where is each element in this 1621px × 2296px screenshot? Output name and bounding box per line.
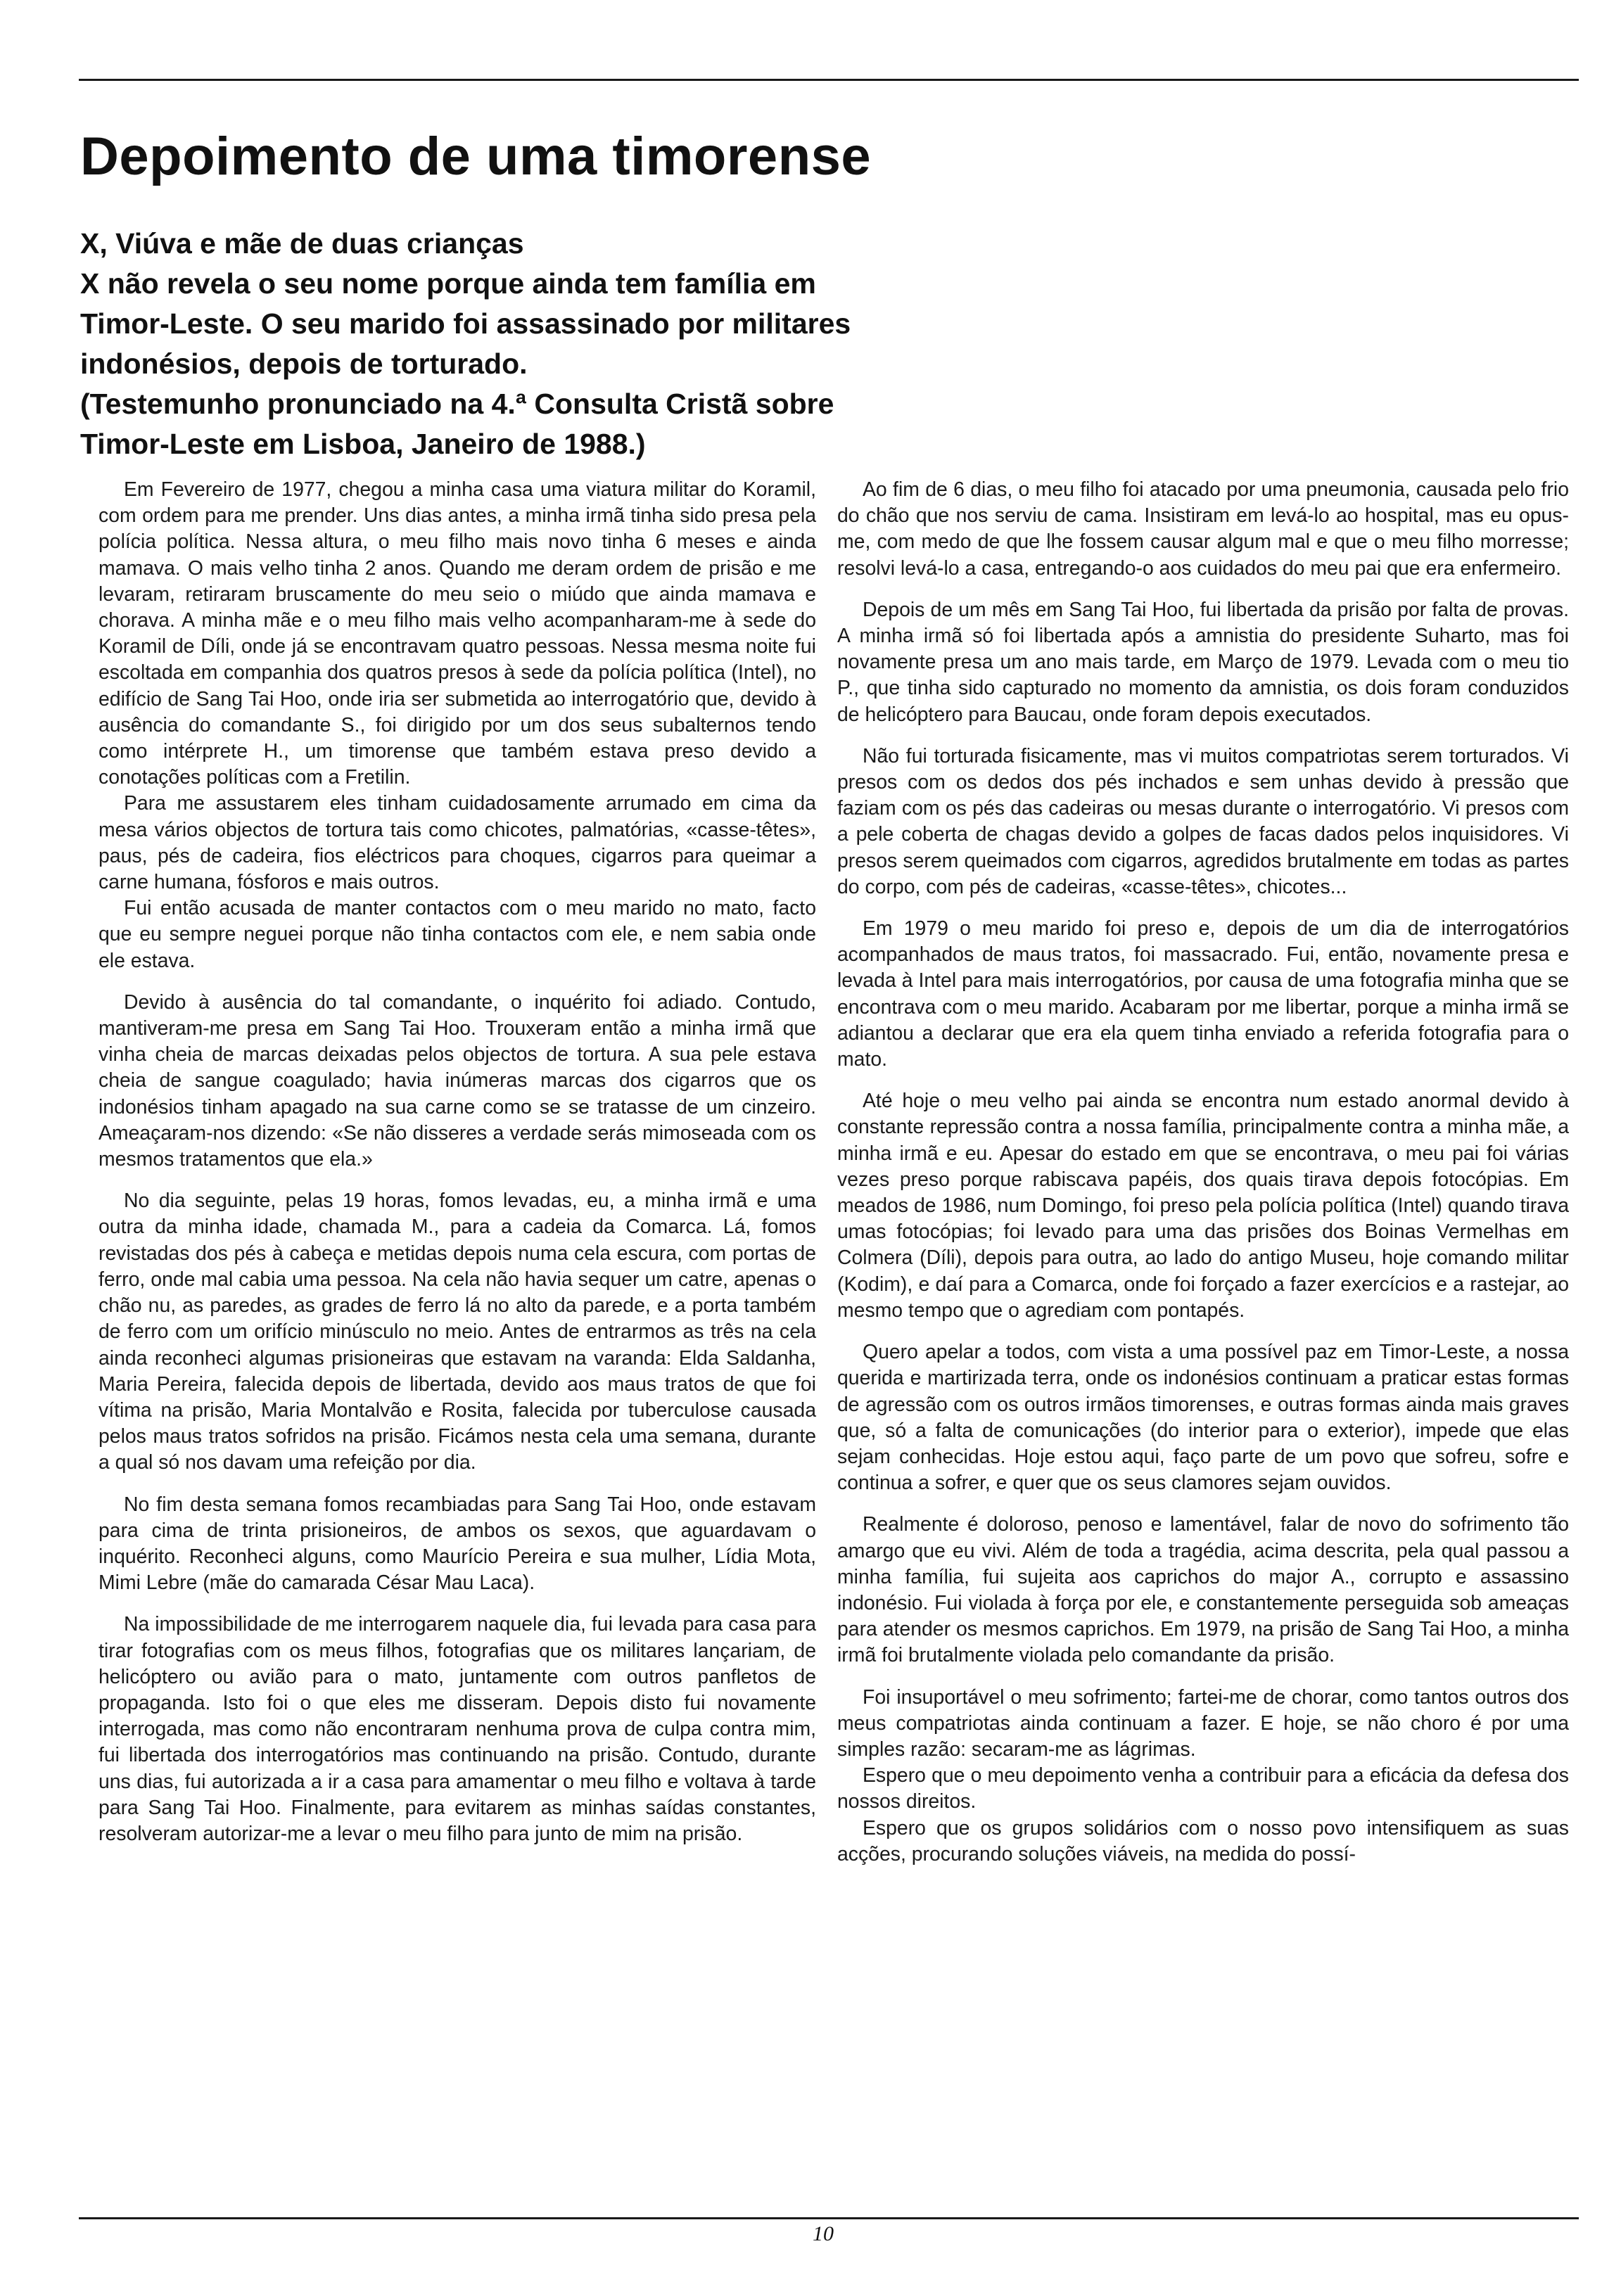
paragraph: No dia seguinte, pelas 19 horas, fomos levadas, eu, a minha irmã e uma outra da minha idade, chamada M., para a cadeia da Comarca. Lá, fomos revistadas dos pés à cabeça e metidas depois numa cela escura, com portas de ferro, onde mal cabia uma pessoa. Na cela não havia sequer um catre, apenas o chão nu, as paredes, as grades de ferro lá no alto da parede, e a porta também de ferro com um orifício minúsculo no meio. Antes de entrarmos as três na cela ainda reconheci algumas prisioneiras que estavam na varanda: Elda Saldanha, Maria Pereira, falecida depois de libertada, devido aos maus tratos de que foi vítima na prisão, Maria Montalvão e Rosita, falecida por tuberculose causada pelos maus tratos sofridos na prisão. Ficámos nesta cela uma semana, durante a qual só nos davam uma refeição por dia. — [98, 1190, 816, 1474]
paragraph: Até hoje o meu velho pai ainda se encontra num estado anormal devido à constante repressão contra a nossa família, principalmente contra a minha mãe, a minha irmã e eu. Apesar do estado em que se encontrava, o meu pai foi várias vezes preso porque rabiscava papéis, dos quais tirava depois fotocópias. Em meados de 1986, num Domingo, foi preso pela polícia política (Intel) quando tirava umas fotocópias; foi levado para uma das prisões dos Boinas Vermelhas em Colmera (Díli), depois para outra, ao lado do antigo Museu, hoje comando militar (Kodim), e daí para a Comarca, onde foi forçado a fazer exercícios e a rastejar, ao mesmo tempo que o agrediam com pontapés. — [837, 1090, 1569, 1322]
paragraph: Foi insuportável o meu sofrimento; fartei-me de chorar, como tantos outros dos meus compatriotas ainda continuam a fazer. E hoje, se não choro é por uma simples razão: secaram-me as lágrimas. — [837, 1685, 1569, 1761]
subtitle-line: indonésios, depois de torturado. — [80, 347, 528, 380]
right-column — [837, 477, 1569, 1868]
subtitle-line: (Testemunho pronunciado na 4.ª Consulta Cristã sobre — [80, 388, 834, 420]
paragraph: Quero apelar a todos, com vista a uma possível paz em Timor-Leste, a nossa querida e martirizada terra, onde os indonésios continuam a praticar estas formas de agressão com os outros irmãos timorenses, e outras formas ainda mais graves que, só a falta de comunicações (do interior para o exterior), impede que elas sejam conhecidas. Hoje estou aqui, faço parte de um povo que sofreu, sofre e continua a sofrer, e quer que os seus clamores sejam ouvidos. — [837, 1341, 1569, 1495]
bottom-rule — [79, 2217, 1579, 2219]
paragraph: Na impossibilidade de me interrogarem naquele dia, fui levada para casa para tirar fotografias com os meus filhos, fotografias que os militares lançariam, de helicóptero ou avião para o mato, juntamente com outros panfletos de propaganda. Isto foi o que eles me disseram. Depois disto fui novamente interrogada, mas como não encontraram nenhuma prova de culpa contra mim, fui libertada dos interrogatórios mas continuando na prisão. Contudo, durante uns dias, fui autorizada a ir a casa para amamentar o meu filho e voltava à tarde para Sang Tai Hoo. Finalmente, para evitarem as minhas saídas constantes, resolveram autorizar-me a levar o meu filho para junto de mim na prisão. — [98, 1613, 816, 1845]
paragraph: Em 1979 o meu marido foi preso e, depois de um dia de interrogatórios acompanhados de maus tratos, foi massacrado. Fui, então, novamente presa e levada à Intel para mais interrogatórios, por causa de uma fotografia minha que se encontrava com o meu marido. Acabaram por me libertar, porque a minha irmã se adiantou a declarar que era ela quem tinha enviado a referida fotografia para o mato. — [837, 917, 1569, 1071]
top-rule — [79, 79, 1579, 81]
subtitle-line: Timor-Leste em Lisboa, Janeiro de 1988.) — [80, 428, 646, 460]
paragraph: Em Fevereiro de 1977, chegou a minha casa uma viatura militar do Koramil, com ordem para me prender. Uns dias antes, a minha irmã tinha sido presa pela polícia política. Nessa altura, o meu filho mais novo tinha 6 meses e ainda mamava. O mais velho tinha 2 anos. Quando me deram ordem de prisão e me levaram, retiraram bruscamente do meu seio o miúdo que ainda mamava e chorava. A minha mãe e o meu filho mais velho acompanharam-me à sede do Koramil de Díli, onde já se encontravam quatro pessoas. Nessa mesma noite fui escoltada em companhia dos quatros presos à sede da polícia política (Intel), no edifício de Sang Tai Hoo, onde iria ser submetida ao interrogatório que, devido à ausência do comandante S., foi dirigido por um dos seus subalternos tendo como intérprete H., um timorense que também estava preso devido a conotações políticas com a Fretilin. — [98, 478, 816, 789]
subtitle-line: X, Viúva e mãe de duas crianças — [80, 227, 524, 260]
paragraph: Ao fim de 6 dias, o meu filho foi atacado por uma pneumonia, causada pelo frio do chão que nos serviu de cama. Insistiram em levá-lo ao hospital, mas eu opus-me, com medo de que lhe fossem causar algum mal e que o meu filho morresse; resolvi levá-lo a casa, entregando-o aos cuidados do meu pai que era enfermeiro. — [837, 478, 1569, 580]
subtitle-line: Timor-Leste. O seu marido foi assassinado por militares — [80, 307, 851, 340]
paragraph: Fui então acusada de manter contactos com o meu marido no mato, facto que eu sempre neguei porque não tinha contactos com ele, e nem sabia onde ele estava. — [98, 897, 816, 972]
article-title: Depoimento de uma timorense — [80, 127, 872, 186]
paragraph: Depois de um mês em Sang Tai Hoo, fui libertada da prisão por falta de provas. A minha irmã só foi libertada após a amnistia do presidente Suharto, mas foi novamente presa um ano mais tarde, em Março de 1979. Levada com o meu tio P., que tinha sido capturado no momento da amnistia, os dois foram conduzidos de helicóptero para Baucau, onde foram depois executados. — [837, 598, 1569, 726]
subtitle-line: X não revela o seu nome porque ainda tem família em — [80, 267, 816, 300]
paragraph: Espero que os grupos solidários com o nosso povo intensifiquem as suas acções, procurando soluções viáveis, na medida do possí- — [837, 1816, 1569, 1866]
paragraph: Para me assustarem eles tinham cuidadosamente arrumado em cima da mesa vários objectos de tortura tais como chicotes, palmatórias, «casse-têtes», paus, pés de cadeira, fios eléctricos para choques, cigarros para queimar a carne humana, fósforos e mais outros. — [98, 792, 816, 894]
paragraph: Devido à ausência do tal comandante, o inquérito foi adiado. Contudo, mantiveram-me presa em Sang Tai Hoo. Trouxeram então a minha irmã que vinha cheia de marcas deixadas pelos objectos de tortura. A sua pele estava cheia de sangue coagulado; havia inúmeras marcas dos cigarros que os indonésios tinham apagado na sua carne como se se tratasse de um cinzeiro. Ameaçaram-nos dizendo: «Se não disseres a verdade serás mimoseada com os mesmos tratamentos que ela.» — [98, 990, 816, 1171]
paragraph: Espero que o meu depoimento venha a contribuir para a eficácia da defesa dos nossos direitos. — [837, 1764, 1569, 1813]
paragraph: No fim desta semana fomos recambiadas para Sang Tai Hoo, onde estavam para cima de trinta prisioneiros, de ambos os sexos, que aguardavam o inquérito. Reconheci alguns, como Maurício Pereira e sua mulher, Lídia Mota, Mimi Lebre (mãe do camarada César Mau Laca). — [98, 1493, 816, 1595]
article-subtitle — [80, 224, 1023, 464]
page-number: 10 — [813, 2222, 834, 2245]
paragraph: Realmente é doloroso, penoso e lamentável, falar de novo do sofrimento tão amargo que eu vivi. Além de toda a tragédia, acima descrita, pela qual passou a minha família, fui sujeita aos caprichos do major A., corrupto e assassino indonésio. Fui violada à força por ele, e constantemente perseguida sob ameaças para atender os mesmos caprichos. Em 1979, na prisão de Sang Tai Hoo, a minha irmã foi brutalmente violada pelo comandante da prisão. — [837, 1513, 1569, 1667]
left-column — [98, 477, 816, 1847]
paragraph: Não fui torturada fisicamente, mas vi muitos compatriotas serem torturados. Vi presos com os dedos dos pés inchados e sem unhas devido à pressão que faziam com os pés das cadeiras ou mesas durante o interrogatório. Vi presos com a pele coberta de chagas devido a golpes de facas dados pelos inquisidores. Vi presos serem queimados com cigarros, agredidos brutalmente em todas as partes do corpo, com pés de cadeiras, «casse-têtes», chicotes... — [837, 744, 1569, 898]
